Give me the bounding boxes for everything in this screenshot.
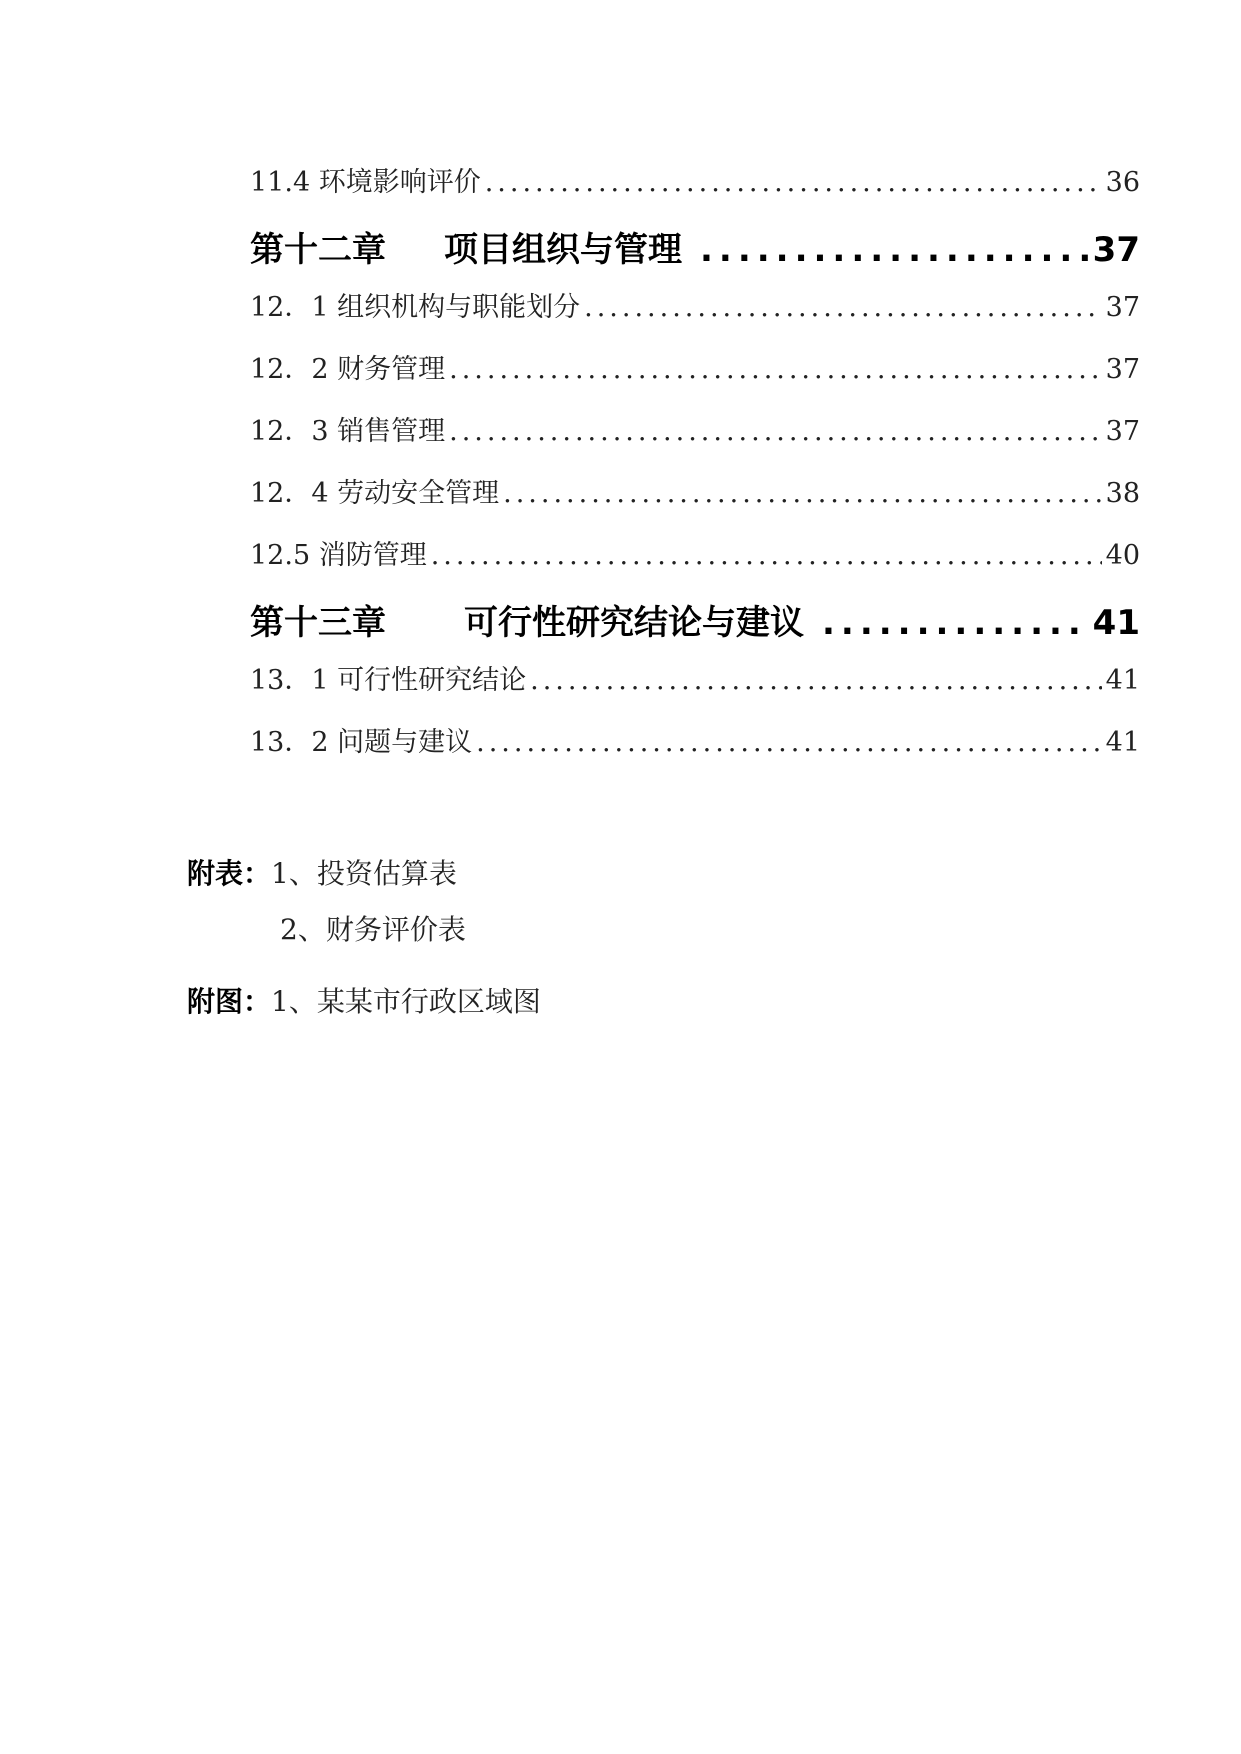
toc-entry-11-4[interactable]: [250, 160, 1140, 222]
toc-entry-13-1[interactable]: [250, 658, 1140, 720]
appendix-tables-label: 附表：: [187, 857, 272, 890]
toc-entry-page: 38: [1105, 478, 1140, 509]
toc-entry-page: 37: [1105, 292, 1140, 323]
dot-leader: [700, 230, 1089, 270]
toc-entry-title: 12．2 财务管理: [250, 354, 446, 385]
toc-entry-page: 41: [1105, 665, 1140, 696]
toc-entry-page: 36: [1105, 167, 1140, 198]
toc-entry-12-2[interactable]: [250, 347, 1140, 409]
chapter-title: 项目组织与管理: [444, 230, 682, 270]
toc-entry-title: 12．4 劳动安全管理: [250, 478, 500, 509]
toc-entry-page: 41: [1105, 727, 1140, 758]
dot-leader: [822, 603, 1089, 643]
toc-entry-title: 11.4 环境影响评价: [250, 167, 481, 198]
chapter-label: 第十二章: [250, 230, 386, 270]
dot-leader: [431, 540, 1102, 571]
dot-leader: [485, 167, 1102, 198]
appendix-table-item: 2、财务评价表: [280, 913, 466, 946]
toc-entry-title: 13．2 问题与建议: [250, 727, 473, 758]
toc-entry-title: 13．1 可行性研究结论: [250, 665, 527, 696]
dot-leader: [476, 727, 1102, 758]
appendix-tables-continued: [280, 908, 466, 948]
toc-entry-page: 40: [1105, 540, 1140, 571]
toc-chapter-12[interactable]: [250, 222, 1140, 285]
toc-entry-12-4[interactable]: [250, 471, 1140, 533]
chapter-label: 第十三章: [250, 603, 386, 643]
toc-entry-page: 41: [1092, 603, 1140, 643]
appendix-tables: [187, 852, 457, 892]
appendix-table-item: 1、投资估算表: [271, 857, 457, 890]
toc-entry-12-5[interactable]: [250, 533, 1140, 595]
table-of-contents: [250, 160, 1140, 782]
toc-entry-title: 12.5 消防管理: [250, 540, 427, 571]
toc-entry-title: 12．3 销售管理: [250, 416, 446, 447]
toc-entry-page: 37: [1105, 354, 1140, 385]
toc-chapter-13[interactable]: [250, 595, 1140, 658]
appendix-figures-label: 附图：: [187, 985, 272, 1018]
toc-entry-12-3[interactable]: [250, 409, 1140, 471]
toc-entry-12-1[interactable]: [250, 285, 1140, 347]
dot-leader: [503, 478, 1102, 509]
dot-leader: [449, 416, 1102, 447]
toc-entry-title: 12．1 组织机构与职能划分: [250, 292, 581, 323]
dot-leader: [584, 292, 1102, 323]
toc-entry-page: 37: [1092, 230, 1140, 270]
chapter-title: 可行性研究结论与建议: [464, 603, 804, 643]
dot-leader: [530, 665, 1102, 696]
toc-entry-page: 37: [1105, 416, 1140, 447]
appendix-figure-item: 1、某某市行政区域图: [271, 985, 541, 1018]
appendix-figures: [187, 980, 541, 1020]
toc-entry-13-2[interactable]: [250, 720, 1140, 782]
dot-leader: [449, 354, 1102, 385]
